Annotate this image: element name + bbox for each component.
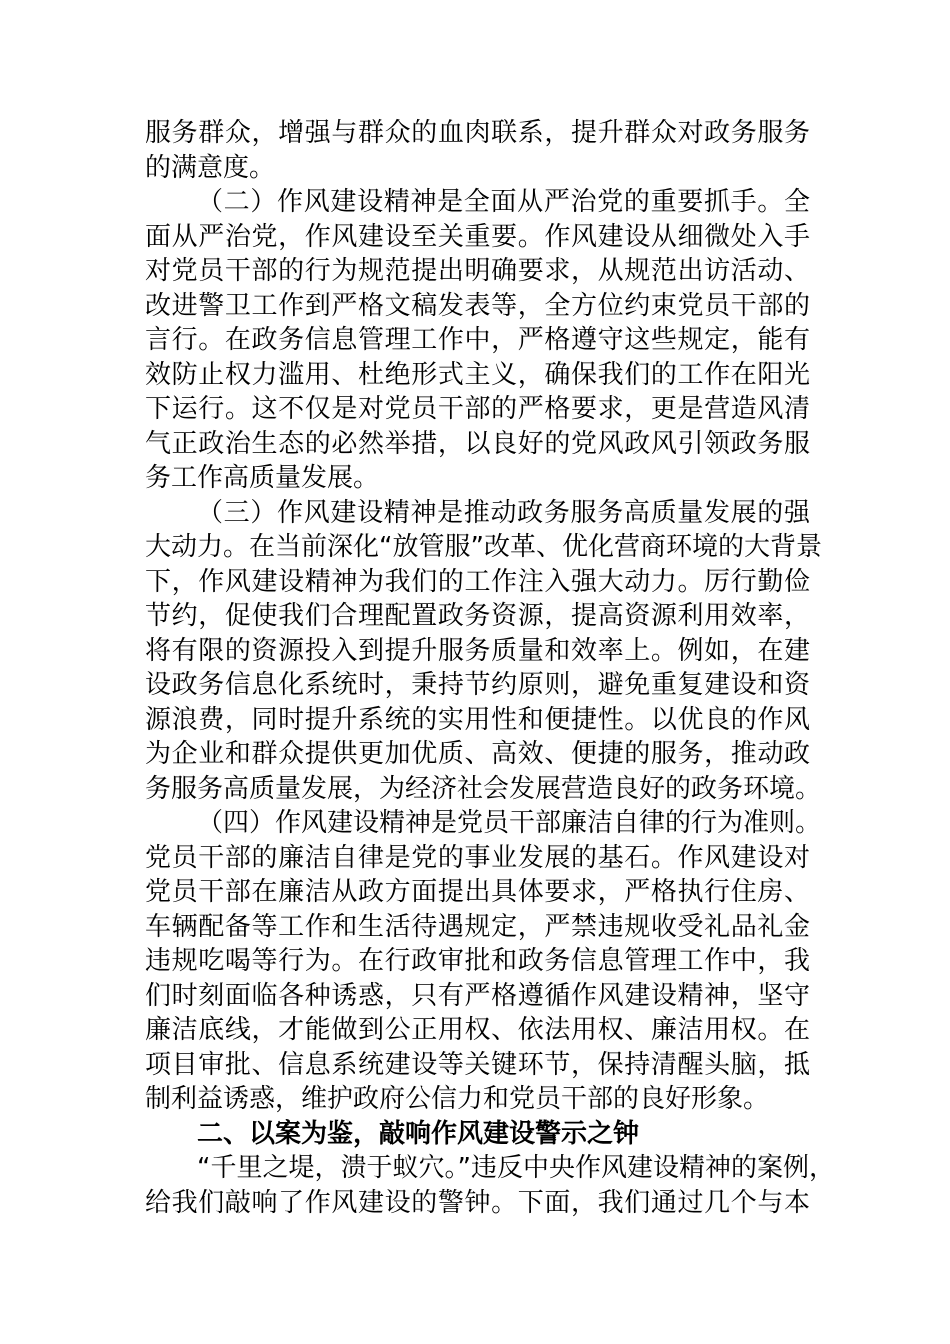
text-line: 务工作高质量发展。 [145, 463, 380, 493]
text-line: “千里之堤，溃于蚁穴。”违反中央作风建设精神的案例， [197, 1153, 835, 1183]
document-body [145, 116, 835, 1220]
text-line: 务服务高质量发展，为经济社会发展营造良好的政务环境。 [145, 773, 822, 804]
text-line: 源浪费，同时提升系统的实用性和便捷性。以优良的作风 [145, 704, 810, 735]
text-line: （二）作风建设精神是全面从严治党的重要抓手。全 [197, 187, 810, 217]
text-line: （四）作风建设精神是党员干部廉洁自律的行为准则。 [197, 808, 822, 838]
text-line: 气正政治生态的必然举措，以良好的党风政风引领政务服 [145, 428, 810, 459]
text-line: 项目审批、信息系统建设等关键环节，保持清醒头脑，抵 [145, 1049, 810, 1080]
text-line: 服务群众，增强与群众的血肉联系，提升群众对政务服务 [145, 118, 810, 148]
paragraph-intro-cases [145, 1151, 835, 1220]
paragraph-continuation [145, 116, 810, 185]
section-heading-2 [145, 1117, 810, 1152]
text-line: 党员干部在廉洁从政方面提出具体要求，严格执行住房、 [145, 877, 810, 907]
text-line: 效防止权力滥用、杜绝形式主义，确保我们的工作在阳光 [145, 359, 810, 390]
text-line: 党员干部的廉洁自律是党的事业发展的基石。作风建设对 [145, 842, 810, 873]
paragraph-section-2 [145, 185, 810, 496]
text-line: 制利益诱惑，维护政府公信力和党员干部的良好形象。 [145, 1084, 770, 1114]
paragraph-section-3 [145, 496, 822, 807]
heading-line: 二、以案为鉴，敲响作风建设警示之钟 [197, 1118, 640, 1149]
text-line: 给我们敲响了作风建设的警钟。下面，我们通过几个与本 [145, 1187, 810, 1218]
text-line: 大动力。在当前深化“放管服”改革、优化营商环境的大背景 [145, 532, 822, 562]
text-line: 违规吃喝等行为。在行政审批和政务信息管理工作中，我 [145, 946, 810, 976]
text-line: 对党员干部的行为规范提出明确要求，从规范出访活动、 [145, 256, 810, 286]
text-line: 为企业和群众提供更加优质、高效、便捷的服务，推动政 [145, 739, 810, 769]
text-line: （三）作风建设精神是推动政务服务高质量发展的强 [197, 497, 810, 528]
text-line: 改进警卫工作到严格文稿发表等，全方位约束党员干部的 [145, 290, 810, 321]
text-line: 下运行。这不仅是对党员干部的严格要求，更是营造风清 [145, 394, 810, 424]
text-line: 言行。在政务信息管理工作中，严格遵守这些规定，能有 [145, 325, 810, 355]
text-line: 下，作风建设精神为我们的工作注入强大动力。厉行勤俭 [145, 566, 810, 597]
text-line: 廉洁底线，才能做到公正用权、依法用权、廉洁用权。在 [145, 1015, 810, 1045]
text-line: 的满意度。 [145, 152, 276, 183]
text-line: 将有限的资源投入到提升服务质量和效率上。例如，在建 [145, 635, 810, 666]
text-line: 设政务信息化系统时，秉持节约原则，避免重复建设和资 [145, 670, 810, 700]
text-line: 节约，促使我们合理配置政务资源，提高资源利用效率， [145, 601, 810, 631]
text-line: 车辆配备等工作和生活待遇规定，严禁违规收受礼品礼金 [145, 911, 810, 942]
text-line: 面从严治党，作风建设至关重要。作风建设从细微处入手 [145, 221, 810, 252]
text-line: 们时刻面临各种诱惑，只有严格遵循作风建设精神，坚守 [145, 980, 810, 1011]
paragraph-section-4 [145, 806, 822, 1117]
